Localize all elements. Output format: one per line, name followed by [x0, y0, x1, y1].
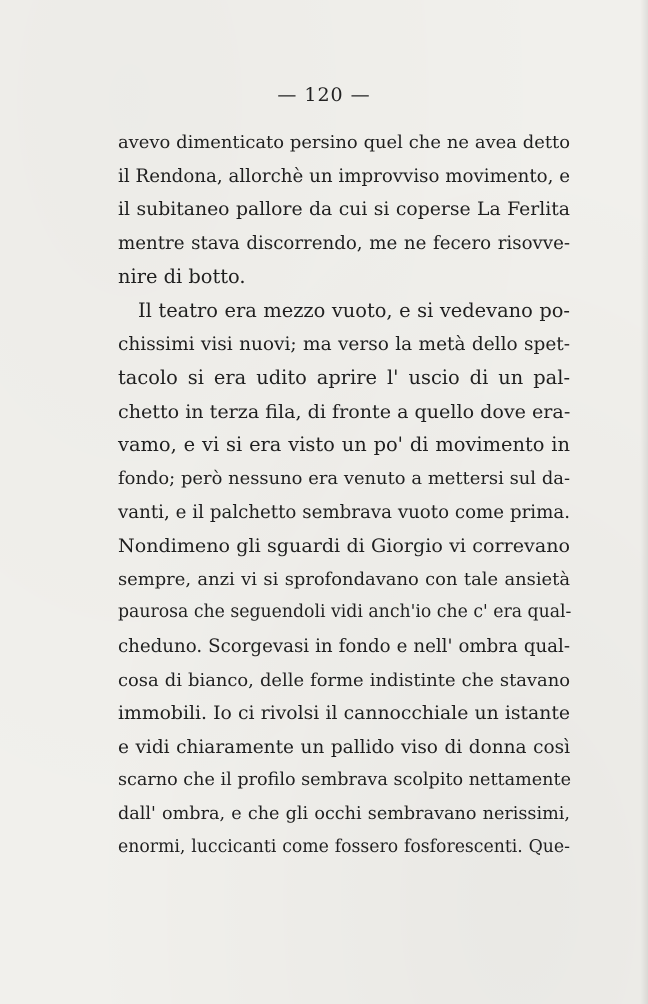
text-line: nire di botto.: [118, 265, 246, 289]
text-line: cheduno. Scorgevasi in fondo e nell' ombra qual-: [118, 635, 570, 657]
text-line: dall' ombra, e che gli occhi sembravano nerissimi,: [118, 803, 570, 824]
text-line: enormi, luccicanti come fossero fosforescenti. Que-: [118, 837, 570, 858]
text-line: paurosa che seguendoli vidi anch'io che c' era qual-: [118, 602, 572, 623]
text-line: chetto in terza fila, di fronte a quello dove era-: [118, 399, 571, 423]
text-line: vamo, e vi si era visto un po' di movimento in: [118, 433, 570, 457]
text-line: il Rendona, allorchè un improvviso movimento, e: [118, 165, 570, 187]
body-text: [118, 126, 570, 865]
text-line: fondo; però nessuno era venuto a mettersi sul da-: [118, 467, 570, 489]
text-line: chissimi visi nuovi; ma verso la metà dello spet-: [118, 333, 570, 355]
text-line: il subitaneo pallore da cui si coperse La Ferlita: [118, 199, 570, 221]
text-line: e vidi chiaramente un pallido viso di donna così: [118, 736, 570, 758]
text-line: cosa di bianco, delle forme indistinte che stavano: [118, 669, 570, 691]
text-line: mentre stava discorrendo, me ne fecero risovve-: [118, 232, 570, 254]
text-line: tacolo si era udito aprire l' uscio di un pal-: [118, 366, 570, 390]
text-line: scarno che il profilo sembrava scolpito nettamente: [118, 770, 571, 791]
text-line: immobili. Io ci rivolsi il cannocchiale un istante: [118, 703, 570, 725]
text-line: vanti, e il palchetto sembrava vuoto come prima.: [118, 501, 570, 523]
page-edge-shadow: [640, 0, 648, 1004]
text-line: Il teatro era mezzo vuoto, e si vedevano po-: [138, 298, 570, 322]
text-line: Nondimeno gli sguardi di Giorgio vi correvano: [118, 534, 570, 558]
text-line: avevo dimenticato persino quel che ne avea detto: [118, 132, 570, 153]
text-line: sempre, anzi vi si sprofondavano con tale ansietà: [118, 568, 570, 590]
page-number: — 120 —: [277, 84, 371, 106]
